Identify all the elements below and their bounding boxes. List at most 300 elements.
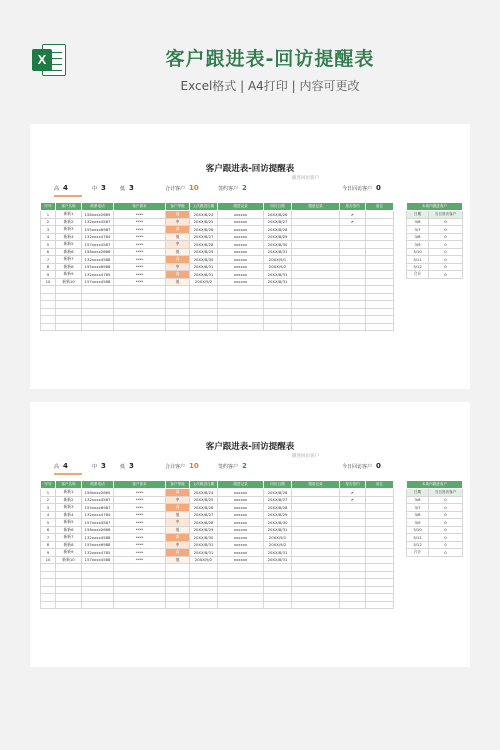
table-cell xyxy=(340,248,366,256)
table-cell: **** xyxy=(114,218,166,226)
table-cell: 新新7 xyxy=(56,256,82,264)
column-header: 跟进记录 xyxy=(218,203,264,211)
sheet-sub-label: 跟进回访客户 xyxy=(292,454,319,459)
table-cell: 高 xyxy=(166,226,190,234)
table-cell: xxxxxx xyxy=(218,218,264,226)
sheet-title: 客户跟进表-回访提醒表 xyxy=(205,442,295,452)
table-row xyxy=(41,248,394,256)
table-cell: 高 xyxy=(166,489,190,497)
side-row xyxy=(407,263,463,271)
table-cell: 20XX/8/30 xyxy=(190,256,218,264)
side-row xyxy=(407,271,463,279)
column-header: 序号 xyxy=(41,203,56,211)
table-cell: 155xxxx6987 xyxy=(82,226,114,234)
table-cell: xxxxxx xyxy=(218,256,264,264)
table-row xyxy=(41,519,394,527)
summary-mid: 中 3 xyxy=(92,184,106,192)
side-cell: 合计 xyxy=(407,549,429,557)
table-cell xyxy=(340,541,366,549)
table-cell: 20XX/8/27 xyxy=(190,233,218,241)
table-cell: **** xyxy=(114,248,166,256)
table-row xyxy=(41,263,394,271)
table-cell: 10 xyxy=(41,278,56,286)
column-header: 客户名称 xyxy=(56,203,82,211)
table-cell xyxy=(366,233,394,241)
table-cell xyxy=(366,218,394,226)
table-cell: 新新7 xyxy=(56,534,82,542)
table-cell: 3 xyxy=(41,226,56,234)
side-row xyxy=(407,541,463,549)
table-cell: **** xyxy=(114,256,166,264)
follow-up-table xyxy=(40,480,394,609)
column-header: 回访日期 xyxy=(264,481,292,489)
table-cell: 132xxxx4785 xyxy=(82,549,114,557)
table-cell: 新新5 xyxy=(56,241,82,249)
summary-high: 高 4 xyxy=(54,462,68,470)
table-cell: ✔ xyxy=(340,211,366,219)
table-cell xyxy=(366,226,394,234)
side-col-date: 日期 xyxy=(407,489,429,497)
table-cell: **** xyxy=(114,241,166,249)
table-row xyxy=(41,256,394,264)
table-cell: xxxxxx xyxy=(218,226,264,234)
sheet-preview-2 xyxy=(30,402,470,667)
table-cell: ✔ xyxy=(340,496,366,504)
column-header: 联系电话 xyxy=(82,203,114,211)
table-cell: 新新6 xyxy=(56,248,82,256)
summary-today: 今日回访客户 0 xyxy=(342,184,381,192)
table-cell: 10 xyxy=(41,556,56,564)
table-cell: 低 xyxy=(166,278,190,286)
table-cell: 20XX/8/26 xyxy=(264,211,292,219)
side-cell: 0 xyxy=(429,541,463,549)
table-cell: 20XX/8/29 xyxy=(264,233,292,241)
table-cell: 新新3 xyxy=(56,504,82,512)
table-cell: 20XX/8/31 xyxy=(264,549,292,557)
table-cell xyxy=(340,556,366,564)
weekly-follow-up-table xyxy=(406,480,463,557)
sheet-preview-1 xyxy=(30,124,470,389)
table-cell: 新新1 xyxy=(56,211,82,219)
table-cell: 20XX/8/31 xyxy=(264,556,292,564)
side-cell: 0 xyxy=(429,504,463,512)
table-cell: 20XX/9/2 xyxy=(190,278,218,286)
table-row xyxy=(41,241,394,249)
table-cell: xxxxxx xyxy=(218,541,264,549)
empty-row xyxy=(41,571,394,579)
table-cell: xxxxxx xyxy=(218,233,264,241)
table-row xyxy=(41,211,394,219)
table-cell: ✔ xyxy=(340,218,366,226)
table-cell xyxy=(292,504,340,512)
table-cell xyxy=(292,534,340,542)
side-cell: 3/8 xyxy=(407,233,429,241)
table-cell: 20XX/8/31 xyxy=(264,526,292,534)
table-cell: **** xyxy=(114,278,166,286)
excel-icon: X xyxy=(32,42,68,78)
side-row xyxy=(407,519,463,527)
table-cell: 20XX/8/31 xyxy=(190,263,218,271)
table-cell: 132xxxx4588 xyxy=(82,256,114,264)
page-title: 客户跟进表-回访提醒表 xyxy=(165,48,375,70)
weekly-follow-up-table xyxy=(406,202,463,279)
table-row xyxy=(41,226,394,234)
table-cell: 中 xyxy=(166,519,190,527)
sheet-title: 客户跟进表-回访提醒表 xyxy=(205,164,295,174)
table-cell: 新新1 xyxy=(56,489,82,497)
table-cell: 高 xyxy=(166,549,190,557)
table-cell: 新新4 xyxy=(56,233,82,241)
table-cell xyxy=(292,256,340,264)
table-cell: **** xyxy=(114,496,166,504)
empty-row xyxy=(41,601,394,609)
table-cell: 中 xyxy=(166,218,190,226)
table-cell: 1 xyxy=(41,211,56,219)
table-cell xyxy=(340,526,366,534)
column-header: 上次跟进日期 xyxy=(190,203,218,211)
empty-row xyxy=(41,316,394,324)
table-cell xyxy=(340,233,366,241)
table-cell: **** xyxy=(114,233,166,241)
table-cell: xxxxxx xyxy=(218,278,264,286)
side-cell: 3/7 xyxy=(407,504,429,512)
table-cell: 新新8 xyxy=(56,541,82,549)
column-header: 跟进记录 xyxy=(292,481,340,489)
table-cell: 中 xyxy=(166,241,190,249)
table-cell: 新新5 xyxy=(56,519,82,527)
side-cell: 3/6 xyxy=(407,496,429,504)
table-cell: 20XX/8/30 xyxy=(190,534,218,542)
empty-row xyxy=(41,301,394,309)
table-cell xyxy=(366,263,394,271)
table-cell: 20XX/8/31 xyxy=(190,549,218,557)
table-cell: **** xyxy=(114,541,166,549)
table-cell: 4 xyxy=(41,233,56,241)
column-header: 客户等级 xyxy=(166,481,190,489)
table-cell: 20XX/8/29 xyxy=(264,511,292,519)
side-cell: 3/8 xyxy=(407,511,429,519)
side-row xyxy=(407,504,463,512)
table-cell: **** xyxy=(114,556,166,564)
table-cell: 新新2 xyxy=(56,218,82,226)
table-cell: 低 xyxy=(166,556,190,564)
table-cell: **** xyxy=(114,271,166,279)
side-cell: 0 xyxy=(429,263,463,271)
table-cell: 8 xyxy=(41,541,56,549)
table-cell: 158xxxx2665 xyxy=(82,211,114,219)
table-cell: 6 xyxy=(41,526,56,534)
table-row xyxy=(41,504,394,512)
summary-low: 低 3 xyxy=(120,462,134,470)
empty-row xyxy=(41,323,394,331)
table-cell: 7 xyxy=(41,256,56,264)
table-cell: 新新8 xyxy=(56,263,82,271)
table-cell: 高 xyxy=(166,534,190,542)
side-row xyxy=(407,511,463,519)
table-cell xyxy=(340,549,366,557)
column-header: 客户需求 xyxy=(114,481,166,489)
side-row xyxy=(407,256,463,264)
side-row xyxy=(407,526,463,534)
table-cell xyxy=(366,541,394,549)
side-cell: 3/7 xyxy=(407,226,429,234)
table-cell: **** xyxy=(114,519,166,527)
column-header: 客户需求 xyxy=(114,203,166,211)
table-row xyxy=(41,511,394,519)
empty-row xyxy=(41,586,394,594)
table-cell: 8 xyxy=(41,263,56,271)
table-cell: 3 xyxy=(41,504,56,512)
table-cell xyxy=(292,263,340,271)
table-cell: 20XX/8/28 xyxy=(190,519,218,527)
side-row xyxy=(407,226,463,234)
table-cell xyxy=(366,496,394,504)
table-cell: 20XX/8/31 xyxy=(190,541,218,549)
table-cell: 20XX/8/28 xyxy=(264,504,292,512)
table-cell: 新新10 xyxy=(56,278,82,286)
side-col-count: 当日回访客户 xyxy=(429,211,463,219)
column-header: 联系电话 xyxy=(82,481,114,489)
side-cell: 3/11 xyxy=(407,256,429,264)
table-cell: 132xxxx4587 xyxy=(82,496,114,504)
table-cell: 20XX/8/26 xyxy=(190,504,218,512)
side-cell: 0 xyxy=(429,226,463,234)
summary-signed: 签约客户 2 xyxy=(218,184,247,192)
table-cell: 新新9 xyxy=(56,271,82,279)
side-row xyxy=(407,218,463,226)
table-cell xyxy=(366,511,394,519)
empty-row xyxy=(41,286,394,294)
table-cell: 6 xyxy=(41,248,56,256)
table-cell: **** xyxy=(114,489,166,497)
table-cell: 中 xyxy=(166,496,190,504)
column-header: 序号 xyxy=(41,481,56,489)
table-cell: **** xyxy=(114,534,166,542)
table-cell: 中 xyxy=(166,541,190,549)
table-cell: 20XX/9/1 xyxy=(264,534,292,542)
table-cell: 1 xyxy=(41,489,56,497)
table-cell xyxy=(292,511,340,519)
table-cell xyxy=(366,256,394,264)
table-cell: 20XX/9/2 xyxy=(190,556,218,564)
table-cell xyxy=(340,256,366,264)
table-cell: 158xxxx2666 xyxy=(82,248,114,256)
table-cell: 5 xyxy=(41,519,56,527)
table-cell xyxy=(292,519,340,527)
table-cell: 20XX/8/27 xyxy=(264,496,292,504)
table-cell: 157xxxx4587 xyxy=(82,241,114,249)
table-cell: 132xxxx4588 xyxy=(82,534,114,542)
table-cell xyxy=(366,526,394,534)
follow-up-table xyxy=(40,202,394,331)
table-cell: xxxxxx xyxy=(218,549,264,557)
table-cell: xxxxxx xyxy=(218,248,264,256)
empty-row xyxy=(41,564,394,572)
table-cell xyxy=(292,496,340,504)
table-cell: 157xxxx4588 xyxy=(82,556,114,564)
table-cell xyxy=(366,278,394,286)
table-cell: 155xxxx6988 xyxy=(82,263,114,271)
side-cell: 0 xyxy=(429,248,463,256)
table-cell: 20XX/8/31 xyxy=(190,271,218,279)
table-cell: **** xyxy=(114,511,166,519)
side-row xyxy=(407,496,463,504)
table-cell: 20XX/9/1 xyxy=(264,256,292,264)
column-header: 备注 xyxy=(366,203,394,211)
table-cell xyxy=(292,526,340,534)
side-cell: 3/10 xyxy=(407,248,429,256)
summary-low: 低 3 xyxy=(120,184,134,192)
table-cell xyxy=(292,489,340,497)
table-cell: 20XX/8/31 xyxy=(264,271,292,279)
table-cell: 20XX/8/30 xyxy=(264,241,292,249)
table-cell xyxy=(292,218,340,226)
table-cell xyxy=(292,278,340,286)
table-cell xyxy=(366,241,394,249)
table-cell: 高 xyxy=(166,504,190,512)
table-cell: 低 xyxy=(166,248,190,256)
side-cell: 0 xyxy=(429,526,463,534)
table-cell: 20XX/8/25 xyxy=(190,218,218,226)
table-cell: 155xxxx6988 xyxy=(82,541,114,549)
column-header: 客户等级 xyxy=(166,203,190,211)
summary-total: 合计客户 10 xyxy=(165,462,199,470)
table-cell: 157xxxx4587 xyxy=(82,519,114,527)
side-col-count: 当日回访客户 xyxy=(429,489,463,497)
table-cell: 20XX/8/24 xyxy=(190,489,218,497)
side-col-date: 日期 xyxy=(407,211,429,219)
summary-signed: 签约客户 2 xyxy=(218,462,247,470)
table-cell xyxy=(366,211,394,219)
table-cell xyxy=(366,549,394,557)
table-cell: **** xyxy=(114,211,166,219)
column-header: 回访日期 xyxy=(264,203,292,211)
table-row xyxy=(41,271,394,279)
empty-row xyxy=(41,579,394,587)
column-header: 备注 xyxy=(366,481,394,489)
side-cell: 3/10 xyxy=(407,526,429,534)
empty-row xyxy=(41,308,394,316)
table-row xyxy=(41,233,394,241)
table-cell xyxy=(292,248,340,256)
table-cell: 新新3 xyxy=(56,226,82,234)
side-cell: 合计 xyxy=(407,271,429,279)
empty-row xyxy=(41,293,394,301)
table-cell: 20XX/8/28 xyxy=(190,241,218,249)
table-cell: **** xyxy=(114,526,166,534)
summary-today: 今日回访客户 0 xyxy=(342,462,381,470)
table-cell: 20XX/8/30 xyxy=(264,519,292,527)
side-cell: 3/11 xyxy=(407,534,429,542)
table-cell: 新新10 xyxy=(56,556,82,564)
header xyxy=(0,0,500,110)
table-cell: **** xyxy=(114,549,166,557)
table-cell: 20XX/8/29 xyxy=(190,526,218,534)
side-row xyxy=(407,233,463,241)
table-cell: 新新9 xyxy=(56,549,82,557)
side-cell: 3/12 xyxy=(407,541,429,549)
summary-mid: 中 3 xyxy=(92,462,106,470)
table-cell xyxy=(340,226,366,234)
table-cell: 20XX/9/2 xyxy=(264,541,292,549)
table-row xyxy=(41,556,394,564)
table-cell: 低 xyxy=(166,526,190,534)
side-title: 本周内跟进客户 xyxy=(407,203,463,211)
table-cell: 低 xyxy=(166,233,190,241)
table-cell: 20XX/8/28 xyxy=(264,226,292,234)
side-cell: 3/9 xyxy=(407,519,429,527)
empty-row xyxy=(41,594,394,602)
page-subtitle: Excel格式 | A4打印 | 内容可更改 xyxy=(180,79,360,93)
side-cell: 0 xyxy=(429,549,463,557)
table-row xyxy=(41,218,394,226)
table-cell xyxy=(340,519,366,527)
table-cell: 新新6 xyxy=(56,526,82,534)
summary-underline xyxy=(54,473,82,475)
table-cell: 20XX/8/31 xyxy=(264,278,292,286)
table-cell: 2 xyxy=(41,496,56,504)
side-row xyxy=(407,241,463,249)
table-cell xyxy=(292,241,340,249)
table-row xyxy=(41,278,394,286)
table-cell: **** xyxy=(114,263,166,271)
column-header: 上次跟进日期 xyxy=(190,481,218,489)
table-cell: 20XX/8/25 xyxy=(190,496,218,504)
table-cell: 高 xyxy=(166,256,190,264)
table-cell xyxy=(366,519,394,527)
side-cell: 3/12 xyxy=(407,263,429,271)
table-cell: 4 xyxy=(41,511,56,519)
table-row xyxy=(41,489,394,497)
summary-total: 合计客户 10 xyxy=(165,184,199,192)
column-header: 是否签约 xyxy=(340,481,366,489)
table-cell: 20XX/8/26 xyxy=(264,489,292,497)
sheet-sub-label: 跟进回访客户 xyxy=(292,176,319,181)
table-cell xyxy=(366,556,394,564)
side-row xyxy=(407,549,463,557)
table-cell xyxy=(292,556,340,564)
table-cell: xxxxxx xyxy=(218,489,264,497)
table-cell: 132xxxx4784 xyxy=(82,511,114,519)
table-cell: 132xxxx4784 xyxy=(82,233,114,241)
side-cell: 3/6 xyxy=(407,218,429,226)
table-cell: 2 xyxy=(41,218,56,226)
table-cell xyxy=(340,263,366,271)
table-cell: 中 xyxy=(166,263,190,271)
table-cell: xxxxxx xyxy=(218,496,264,504)
side-cell: 3/9 xyxy=(407,241,429,249)
column-header: 跟进记录 xyxy=(292,203,340,211)
table-cell: 132xxxx4587 xyxy=(82,218,114,226)
table-cell xyxy=(340,534,366,542)
table-cell: 20XX/8/27 xyxy=(264,218,292,226)
table-cell: xxxxxx xyxy=(218,534,264,542)
table-cell: xxxxxx xyxy=(218,511,264,519)
table-cell xyxy=(292,233,340,241)
side-cell: 0 xyxy=(429,534,463,542)
table-cell xyxy=(292,541,340,549)
table-cell: 20XX/8/26 xyxy=(190,226,218,234)
table-row xyxy=(41,534,394,542)
table-cell: xxxxxx xyxy=(218,519,264,527)
table-cell: **** xyxy=(114,226,166,234)
table-cell xyxy=(292,226,340,234)
table-cell: 7 xyxy=(41,534,56,542)
table-cell: 20XX/9/2 xyxy=(264,263,292,271)
table-cell: 157xxxx4588 xyxy=(82,278,114,286)
side-cell: 0 xyxy=(429,218,463,226)
side-row xyxy=(407,534,463,542)
